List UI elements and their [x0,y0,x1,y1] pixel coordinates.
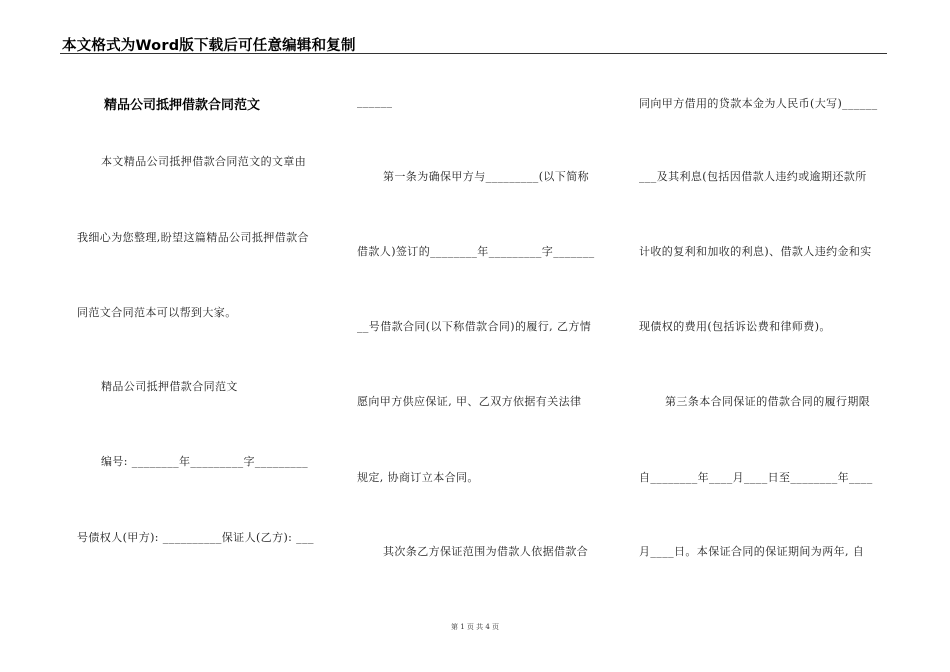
col3-line: 第三条本合同保证的借款合同的履行期限 [665,395,871,408]
col2-line: 愿向甲方供应保证, 甲、乙双方依据有关法律 [357,395,582,408]
col2-line: 借款人)签订的________年_________字_______ [357,245,595,258]
col2-line: 其次条乙方保证范围为借款人依据借款合 [383,545,589,558]
col3-line: 同向甲方借用的贷款本金为人民币(大写)______ [639,97,878,110]
col2-line: ______ [357,95,393,108]
col1-line: 精品公司抵押借款合同范文 [101,380,238,393]
col3-line: ___及其利息(包括因借款人违约或逾期还款所 [639,170,867,183]
document-title: 精品公司抵押借款合同范文 [104,98,261,113]
col1-line: 同范文合同范本可以帮到大家。 [77,306,237,319]
page-number: 第 1 页 共 4 页 [450,623,500,631]
col1-line: 我细心为您整理,盼望这篇精品公司抵押借款合 [77,231,309,244]
col1-line: 编号: ________年_________字_________ [101,455,309,468]
col1-line: 号债权人(甲方): __________保证人(乙方): ___ [77,531,314,544]
header-divider [60,53,887,54]
col3-line: 自________年____月____日至________年____ [639,471,873,484]
col3-line: 现债权的费用(包括诉讼费和律师费)。 [639,320,831,333]
col3-line: 计收的复利和加收的利息)、借款人违约金和实 [639,245,872,258]
col1-line: 本文精品公司抵押借款合同范文的文章由 [101,155,307,168]
col2-line: 第一条为确保甲方与_________(以下简称 [383,170,589,183]
col2-line: __号借款合同(以下称借款合同)的履行, 乙方情 [357,320,592,333]
col3-line: 月____日。本保证合同的保证期间为两年, 自 [639,545,865,558]
col2-line: 规定, 协商订立本合同。 [357,471,479,484]
page-header: 本文格式为Word版下载后可任意编辑和复制 [62,38,356,54]
